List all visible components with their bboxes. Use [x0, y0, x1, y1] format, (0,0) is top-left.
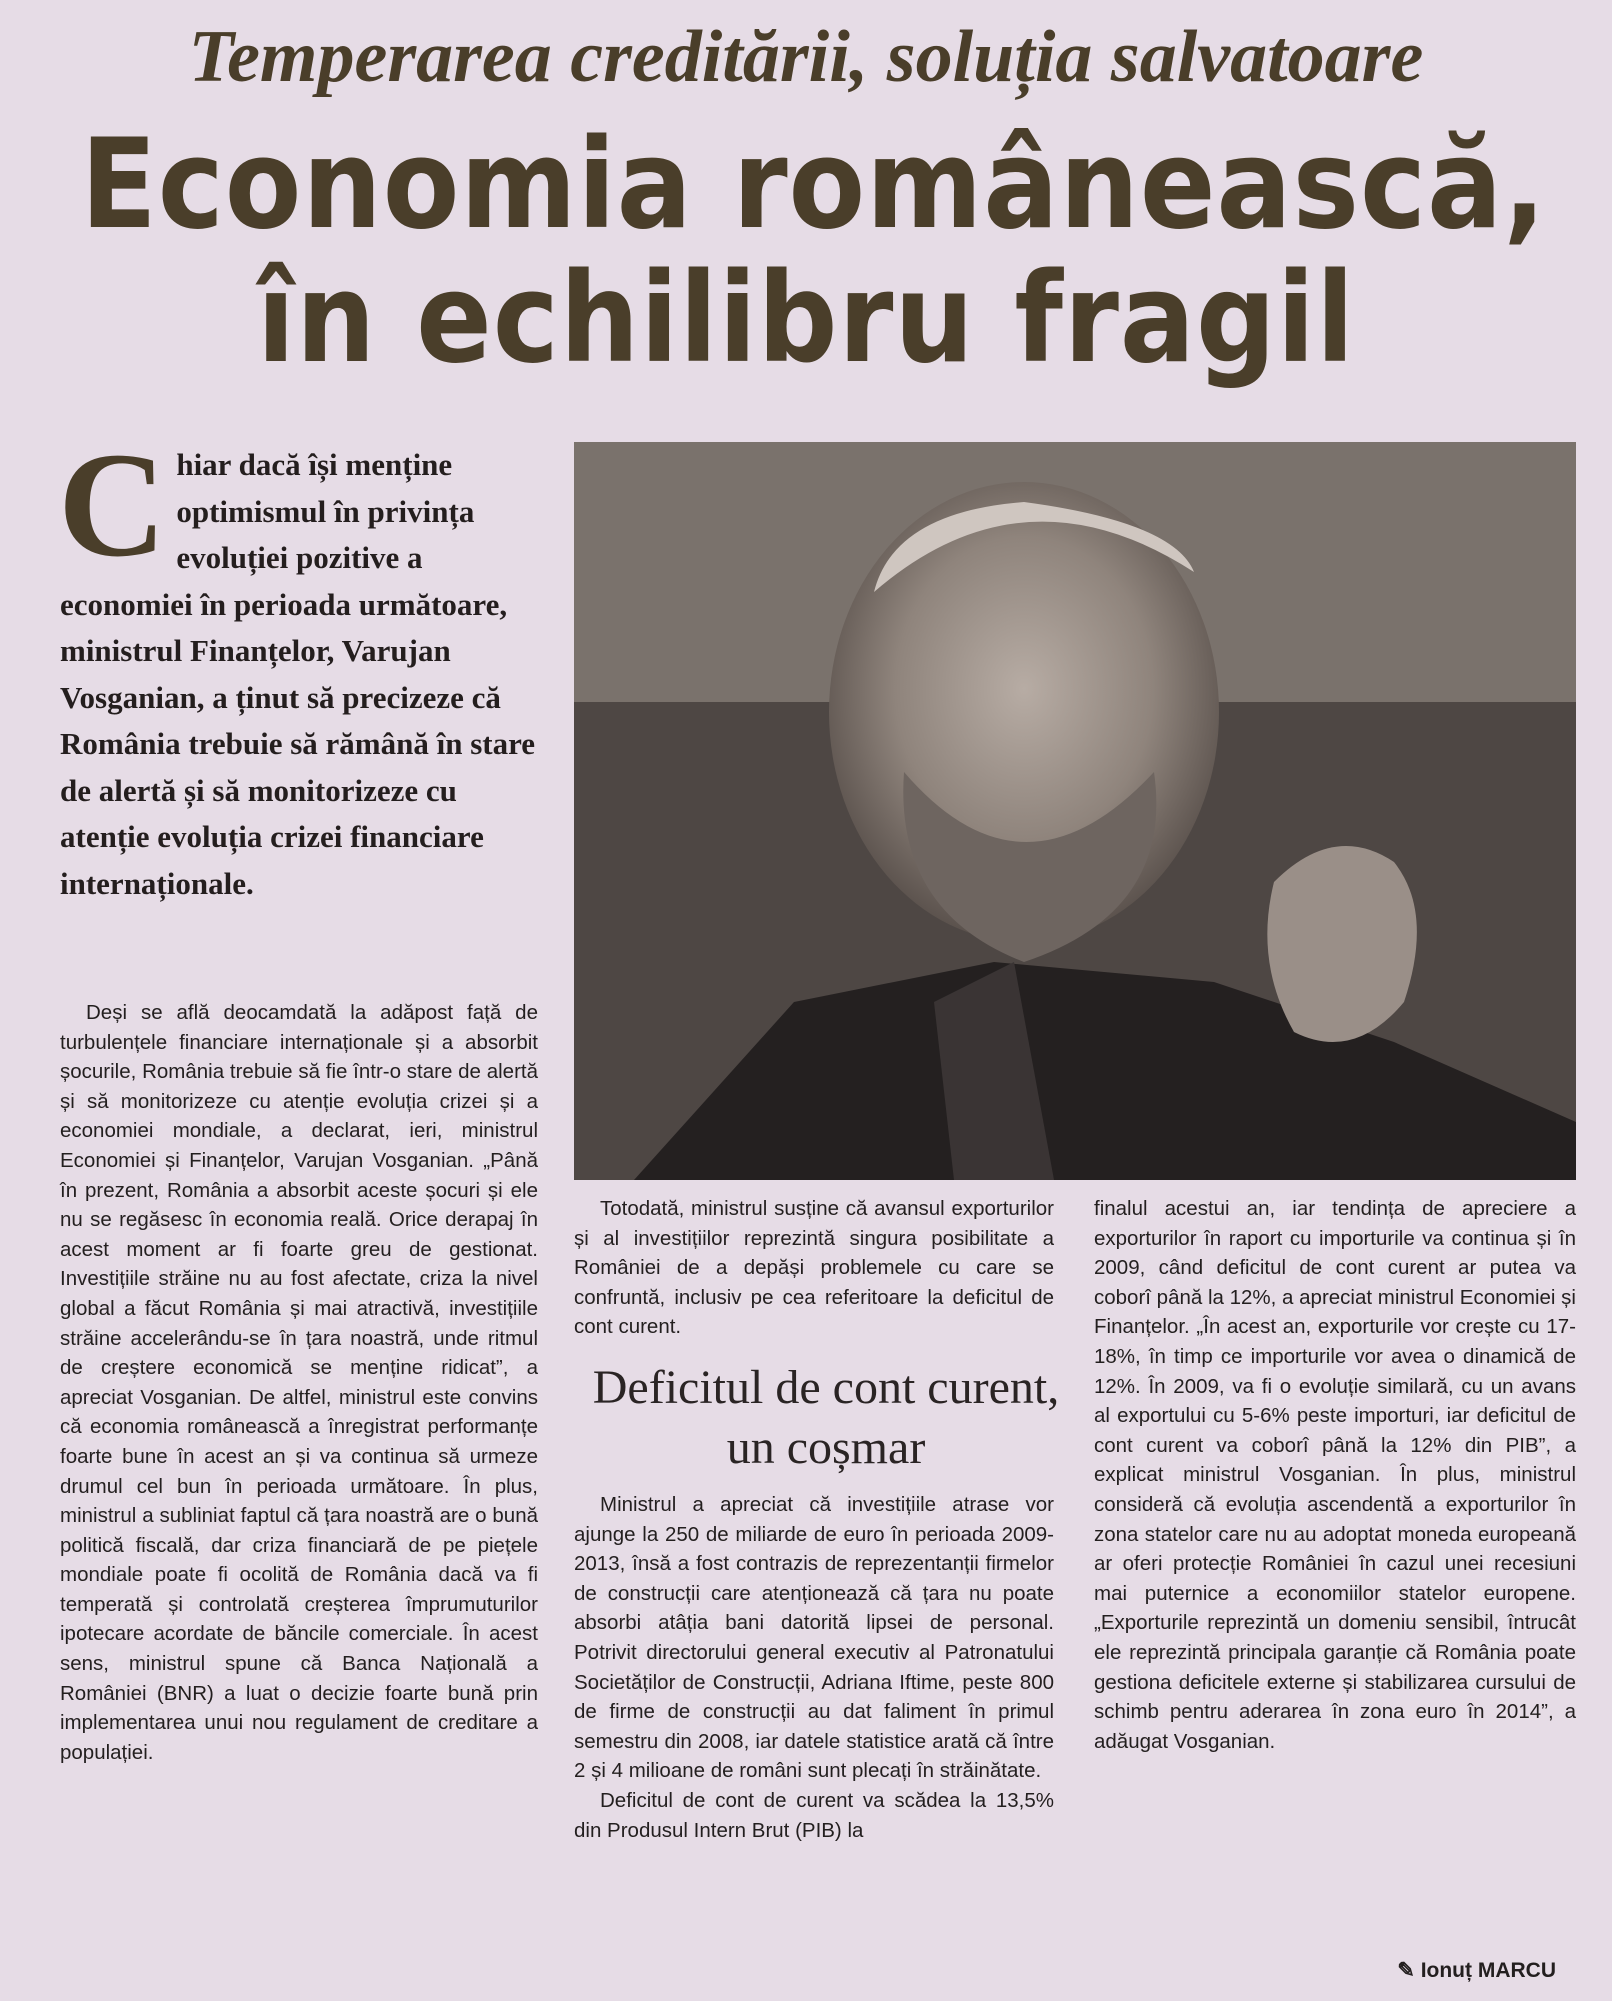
pen-icon: ✎ — [1397, 1959, 1421, 1982]
author-byline — [1356, 1958, 1556, 1983]
portrait-illustration — [574, 442, 1576, 1180]
article-column-2-bottom — [574, 1490, 1054, 1845]
article-column-1 — [60, 998, 538, 1767]
section-subhead: Deficitul de cont curent, un coșmar — [592, 1361, 1060, 1474]
drop-cap: C — [58, 422, 167, 588]
headline — [0, 113, 1612, 391]
kicker-title: Temperarea creditării, soluția salvatoare — [188, 16, 1424, 98]
lead-text: hiar dacă își menține optimismul în privința evoluției pozitive a economiei în perioada următoare, ministrul Finanțelor, Varujan Vosganian, a ținut să precizeze că România trebuie să rămână în stare de alertă și să monitorizeze cu atenție evoluția crizei financiare internaționale. — [60, 447, 536, 901]
column-2-paragraph-2: Deficitul de cont de curent va scădea la 13,5% din Produsul Intern Brut (PIB) la — [574, 1788, 1054, 1842]
author-name: Ionuț MARCU — [1420, 1959, 1556, 1982]
column-2-paragraph-1: Ministrul a apreciat că investițiile atrase vor ajunge la 250 de miliarde de euro în perioada 2009-2013, însă a fost contrazis de reprezentanții firmelor de construcții care atenționează că țara nu poate absorbi atâția bani datorită lipsei de personal. Potrivit directorului general executiv al Patronatului Societăților de Construcții, Adriana Iftime, peste 800 de firme de construcții au dat faliment în primul semestru din 2008, iar datele statistice arată că între 2 și 4 milioane de români sunt plecați în străinătate. — [574, 1493, 1054, 1783]
article-column-2-top — [574, 1194, 1054, 1342]
column-1-text: Deși se află deocamdată la adăpost față de turbulențele financiare internaționale și a absorbit șocurile, România trebuie să fie într-o stare de alertă și să monitorizeze cu atenție evoluția crizei și a economiei mondiale, a declarat, ieri, ministrul Economiei și Finanțelor, Varujan Vosganian. „Până în prezent, România a absorbit aceste șocuri și ele nu se regăsesc în economia reală. Orice derapaj în acest moment ar fi foarte greu de gestionat. Investițiile străine nu au fost afectate, criza la nivel global a făcut România și mai atractivă, investițiile străine accelerându-se în țara noastră, unde ritmul de creștere economică se menține ridicat”, a apreciat Vosganian. De altfel, ministrul este convins că economia românească a înregistrat performanțe foarte bune în acest an și va continua să urmeze drumul cel bun în perioada următoare. În plus, ministrul a subliniat faptul că țara noastră are o bună politică fiscală, dar criza financiară de pe piețele mondiale poate fi ocolită de România dacă va fi temperată și controlată creșterea împrumuturilor ipotecare acordate de băncile comerciale. În acest sens, ministrul spune că Banca Națională a României (BNR) a luat o decizie foarte bună prin implementarea unui nou regulament de creditare a populației. — [60, 1001, 538, 1764]
headline-line-2: în echilibru fragil — [256, 247, 1356, 391]
lead-paragraph — [58, 422, 540, 907]
column-2-top-text: Totodată, ministrul susține că avansul exporturilor și al investițiilor reprezintă singura posibilitate a României de a depăși problemele cu care se confruntă, inclusiv pe cea referitoare la deficitul de cont curent. — [574, 1197, 1054, 1339]
article-column-3 — [1094, 1194, 1576, 1756]
headline-line-1: Economia românească, — [80, 113, 1547, 257]
column-3-text: finalul acestui an, iar tendința de apreciere a exporturilor în raport cu importurile va continua și în 2009, când deficitul de cont curent ar putea va coborî până la 12%, a apreciat ministrul Economiei și Finanțelor. „În acest an, exporturile vor crește cu 17-18%, în timp ce importurile vor avea o dinamică de 12%. În 2009, va fi o evoluție similară, cu un avans al exportului cu 5-6% peste importuri, iar deficitul de cont curent va coborî până la 12% din PIB”, a explicat ministrul Vosganian. În plus, ministrul consideră că evoluția ascendentă a exporturilor în zona statelor care nu au adoptat moneda europeană ar oferi protecție României în cazul unei recesiuni mai puternice a economiilor statelor europene. „Exporturile reprezintă un domeniu sensibil, întrucât ele reprezintă principala garanție că România poate gestiona deficitele externe și stabilizarea cursului de schimb pentru aderarea în zona euro în 2014”, a adăugat Vosganian. — [1094, 1197, 1576, 1753]
minister-photo — [574, 442, 1576, 1180]
